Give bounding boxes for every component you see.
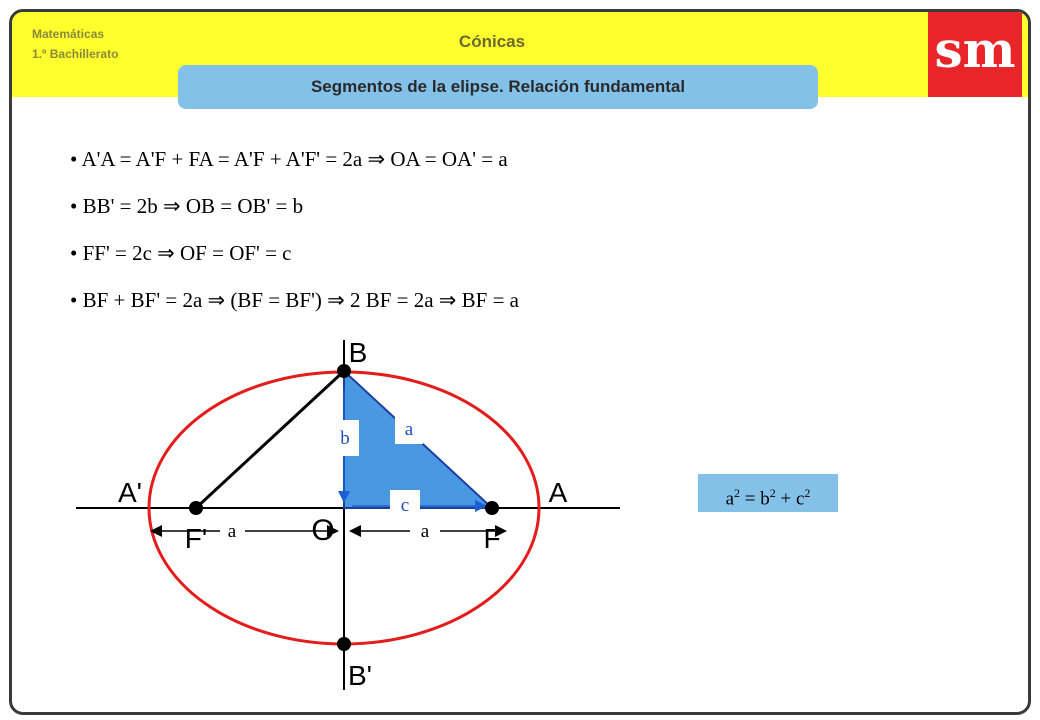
point-b-prime (337, 637, 351, 651)
point-label-a: A (548, 477, 568, 508)
point-label-f: F (483, 523, 501, 554)
formula-line-2: • BB' = 2b ⇒ OB = OB' = b (70, 194, 304, 218)
point-label-b-prime: B' (347, 660, 373, 691)
label-a-left: a (227, 521, 237, 542)
point-label-f-prime: F' (184, 523, 208, 554)
point-label-o: O (311, 514, 335, 547)
fundamental-relation: $a^2 = b^2 + c^2$ (698, 474, 838, 512)
slide-title: Segmentos de la elipse. Relación fundamental (178, 65, 818, 109)
sm-logo: sm (928, 12, 1022, 97)
formula-line-3: • FF' = 2c ⇒ OF = OF' = c (70, 241, 292, 265)
point-label-b: B (348, 337, 368, 368)
b-to-f-prime-line (196, 371, 344, 508)
formula-line-1: • A'A = A'F + FA = A'F + A'F' = 2a ⇒ OA = OA' = a (70, 147, 508, 171)
formula-line-4: • BF + BF' = 2a ⇒ (BF = BF') ⇒ 2 BF = 2a ⇒ BF = a (70, 288, 519, 312)
point-f-prime (189, 501, 203, 515)
label-c: c (400, 495, 410, 516)
label-b: b (340, 428, 350, 449)
subject-label: Matemáticas 1.º Bachillerato (32, 27, 119, 61)
topic-title: Cónicas (458, 32, 526, 51)
label-a-right: a (420, 521, 430, 542)
label-a-hypotenuse: a (404, 419, 414, 440)
point-label-a-prime: A' (117, 477, 143, 508)
point-f (485, 501, 499, 515)
